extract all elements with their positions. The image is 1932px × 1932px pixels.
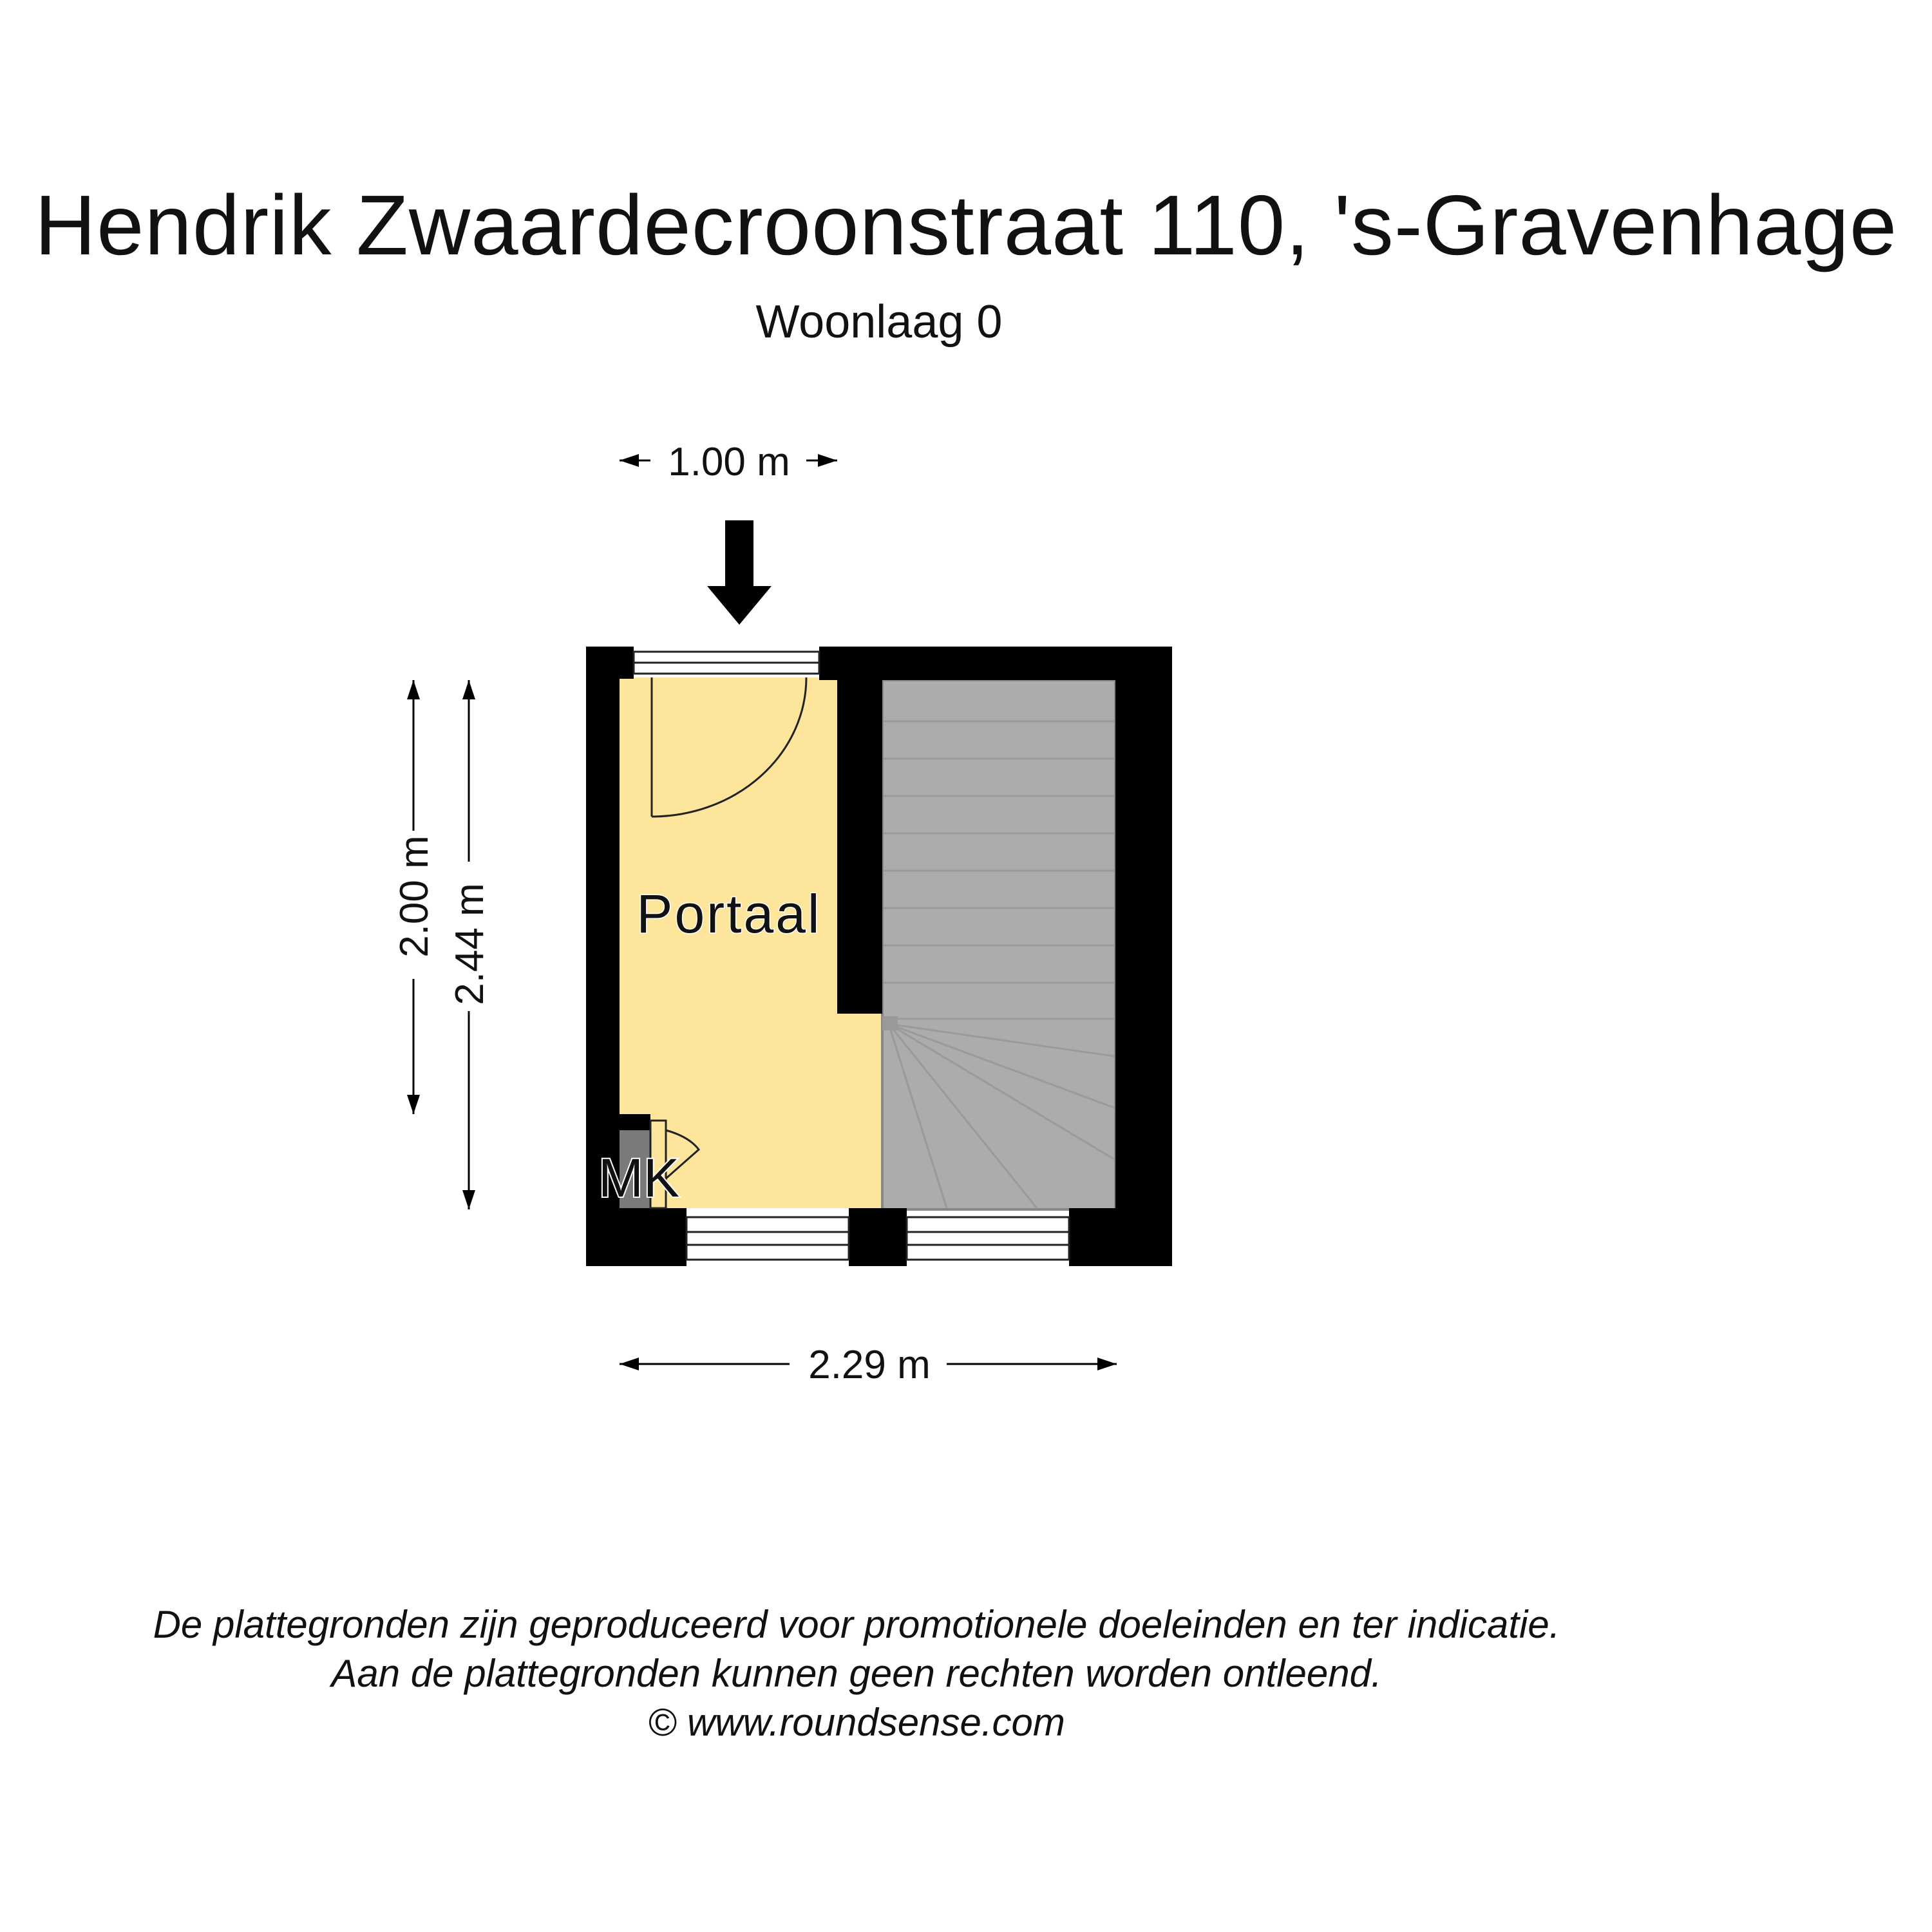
page-title: Hendrik Zwaardecroonstraat 110, 's-Gravenhage xyxy=(34,178,1898,272)
window-left xyxy=(687,1217,849,1260)
arrow-down-icon xyxy=(707,520,772,625)
dimension-top-label: 1.00 m xyxy=(668,440,790,484)
copyright-line: © www.roundsense.com xyxy=(648,1701,1065,1744)
dimension-outer-height-label: 2.44 m xyxy=(448,883,492,1005)
front-door-frame xyxy=(634,652,819,674)
dimension-bottom-label: 2.29 m xyxy=(808,1343,931,1387)
room-label-mk: MK xyxy=(598,1148,679,1208)
room-label-portaal: Portaal xyxy=(636,884,822,944)
dimension-inner-height-label: 2.00 m xyxy=(392,835,437,958)
disclaimer-line-1: De plattegronden zijn geproduceerd voor promotionele doeleinden en ter indicatie. xyxy=(153,1603,1560,1646)
disclaimer-line-2: Aan de plattegronden kunnen geen rechten worden ontleend. xyxy=(331,1652,1382,1695)
disclaimer xyxy=(0,1600,1713,1747)
staircase xyxy=(882,680,1115,1209)
window-right xyxy=(907,1217,1069,1260)
floor-subtitle: Woonlaag 0 xyxy=(755,296,1003,348)
